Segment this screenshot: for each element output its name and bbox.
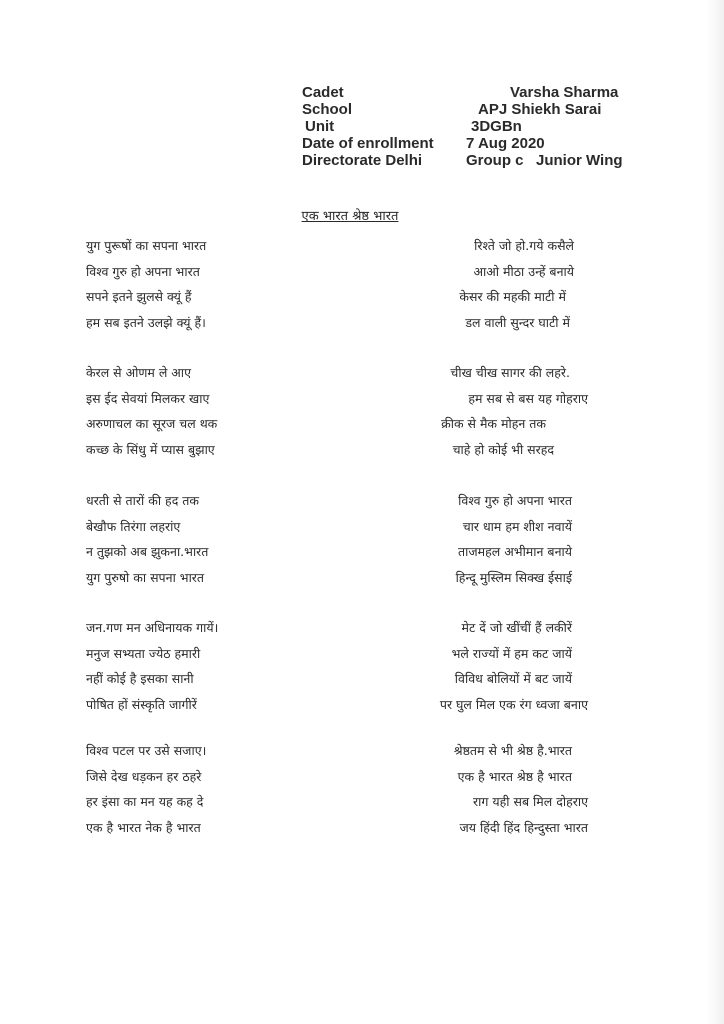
right-verse: राग यही सब मिल दोहराए <box>473 794 588 809</box>
header-row-cadet <box>302 84 632 101</box>
left-verse: जिसे देख धड़कन हर ठहरे <box>86 768 202 784</box>
stanza-line <box>86 288 588 314</box>
header-row-directorate <box>302 152 632 169</box>
right-verse: विविध बोलियों में बट जायें <box>454 671 572 686</box>
stanza-line <box>86 492 588 518</box>
left-verse: एक है भारत नेक है भारत <box>86 819 201 835</box>
right-verse: जय हिंदी हिंद हिन्दुस्ता भारत <box>459 819 588 835</box>
school-label: School <box>302 101 353 118</box>
right-verse: डल वाली सुन्दर घाटी में <box>465 314 570 330</box>
right-verse: चार धाम हम शीश नवायें <box>462 518 572 534</box>
left-verse: सपने इतने झुलसे क्यूं हैं <box>86 289 192 304</box>
stanza-line <box>86 819 588 845</box>
right-verse: रिश्ते जो हो.गये कसैले <box>474 238 574 253</box>
left-verse: मनुज सभ्यता ज्येठ हमारी <box>86 645 201 661</box>
left-verse: नहीं कोई है इसका सानी <box>86 671 194 686</box>
enrollment-label: Date of enrollment <box>302 135 434 152</box>
stanza-line <box>86 237 588 263</box>
stanza-line <box>86 793 588 819</box>
left-verse: इस ईद सेवयां मिलकर खाए <box>86 390 210 406</box>
stanza-line <box>86 768 588 794</box>
header-row-enrollment <box>302 135 632 152</box>
left-verse: हर इंसा का मन यह कह दे <box>86 794 204 809</box>
cadet-label: Cadet <box>302 84 344 101</box>
stanza-line <box>86 441 588 467</box>
stanza-1 <box>86 237 588 339</box>
stanza-line <box>86 742 588 768</box>
left-verse: युग पुरुषो का सपना भारत <box>86 569 205 585</box>
scan-edge-shadow <box>706 0 724 1024</box>
stanza-line <box>86 670 588 696</box>
stanza-line <box>86 569 588 595</box>
stanza-line <box>86 390 588 416</box>
enrollment-value: 7 Aug 2020 <box>466 135 545 152</box>
right-verse: एक है भारत श्रेष्ठ है भारत <box>457 768 572 784</box>
left-verse: केरल से ओणम ले आए <box>86 365 191 380</box>
stanza-line <box>86 645 588 671</box>
stanza-line <box>86 696 588 722</box>
stanza-line <box>86 518 588 544</box>
stanza-3 <box>86 492 588 594</box>
directorate-label: Directorate Delhi <box>302 152 423 169</box>
cadet-details-header <box>302 84 632 169</box>
stanza-4 <box>86 619 588 721</box>
header-row-unit <box>302 118 632 135</box>
stanza-5 <box>86 742 588 844</box>
right-verse: आओ मीठा उन्हें बनाये <box>473 263 574 279</box>
left-verse: जन.गण मन अधिनायक गायें। <box>86 620 219 635</box>
directorate-value: Group c Junior Wing <box>466 152 623 169</box>
left-verse: हम सब इतने उलझे क्यूं हैं। <box>86 314 206 330</box>
right-verse: क्रीक से मैक मोहन तक <box>441 416 546 431</box>
right-verse: ताजमहल अभीमान बनाये <box>458 544 572 559</box>
left-verse: न तुझको अब झुकना.भारत <box>86 544 209 559</box>
header-row-school <box>302 101 632 118</box>
unit-value: 3DGBn <box>471 118 522 135</box>
left-verse: पोषित हों संस्कृति जागीरें <box>86 696 197 712</box>
left-verse: विश्व गुरु हो अपना भारत <box>86 263 200 279</box>
stanza-2 <box>86 364 588 466</box>
right-verse: पर घुल मिल एक रंग ध्वजा बनाए <box>439 696 588 712</box>
left-verse: युग पुरूषों का सपना भारत <box>86 238 207 253</box>
stanza-line <box>86 364 588 390</box>
left-verse: अरुणाचल का सूरज चल थक <box>86 416 218 431</box>
right-verse: विश्व गुरु हो अपना भारत <box>458 493 572 508</box>
school-value: APJ Shiekh Sarai <box>478 101 602 118</box>
left-verse: बेखौफ तिरंगा लहरांए <box>86 518 181 534</box>
right-verse: भले राज्यों में हम कट जायें <box>451 645 572 661</box>
right-verse: चीख चीख सागर की लहरे. <box>450 365 570 380</box>
poem-title: एक भारत श्रेष्ठ भारत <box>301 209 399 224</box>
right-verse: हिन्दू मुस्लिम सिक्ख ईसाई <box>455 569 572 585</box>
left-verse: धरती से तारों की हद तक <box>86 493 200 508</box>
left-verse: कच्छ के सिंधु में प्यास बुझाए <box>86 441 215 457</box>
stanza-line <box>86 619 588 645</box>
right-verse: चाहे हो कोई भी सरहद <box>452 441 554 457</box>
right-verse: केसर की महकी माटी में <box>459 289 566 304</box>
stanza-line <box>86 263 588 289</box>
left-verse: विश्व पटल पर उसे सजाए। <box>86 743 207 758</box>
right-verse: हम सब से बस यह गोहराए <box>468 390 588 406</box>
right-verse: मेट दें जो खींचीं हैं लकीरें <box>461 620 572 635</box>
stanza-line <box>86 415 588 441</box>
stanza-line <box>86 543 588 569</box>
unit-label: Unit <box>305 118 335 135</box>
stanza-line <box>86 314 588 340</box>
right-verse: श्रेष्ठतम से भी श्रेष्ठ है.भारत <box>453 743 572 758</box>
cadet-value: Varsha Sharma <box>510 84 619 101</box>
